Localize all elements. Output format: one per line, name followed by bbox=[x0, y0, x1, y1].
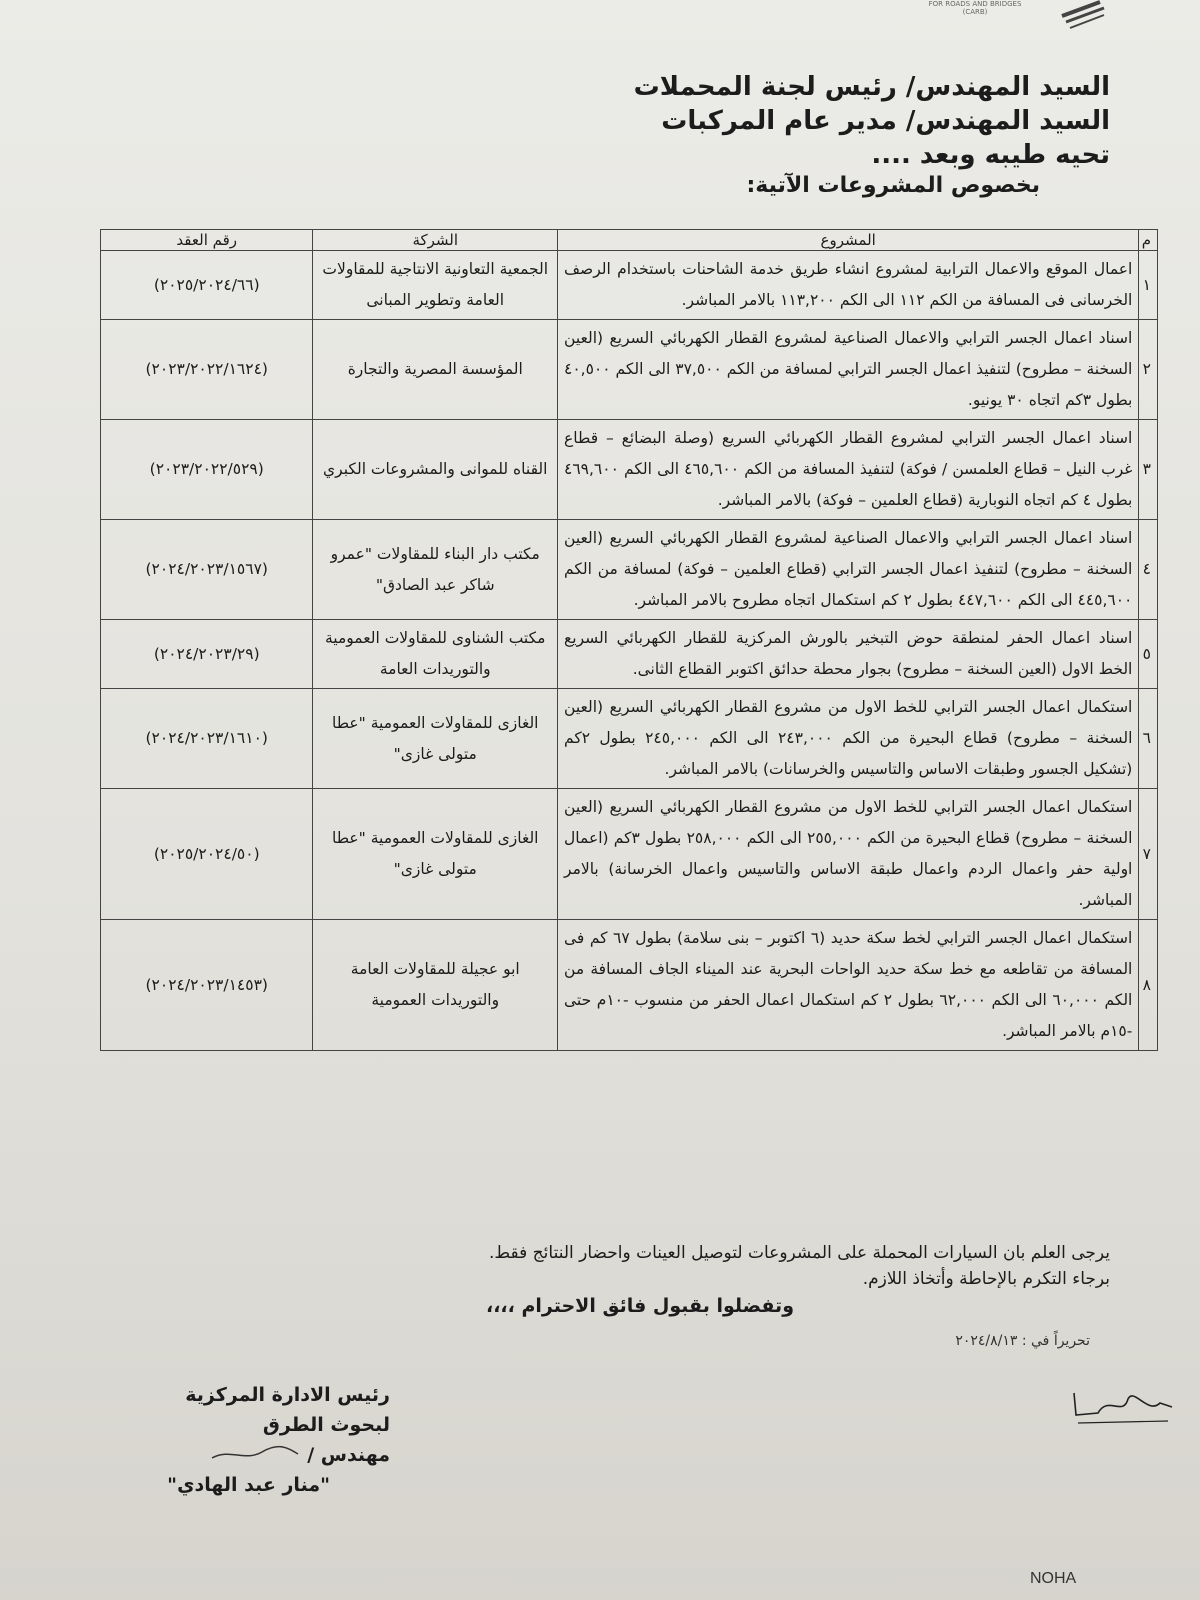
row-number: ٢ bbox=[1139, 320, 1158, 420]
greeting: تحيه طيبه وبعد .... bbox=[871, 140, 1110, 170]
contract-number: (٢٠٢٣/٢٠٢٢/١٦٢٤) bbox=[101, 320, 313, 420]
project-description: اسناد اعمال الجسر الترابي والاعمال الصناعية لمشروع القطار الكهربائي السريع (العين السخنة – مطروح) لتنفيذ اعمال الجسر الترابي (قطاع العلمين – فوكة) لمسافة من الكم ٤٤٥,٦٠٠ الى الكم ٤٤٧,٦٠٠ بطول ٢ كم استكمال اتجاه مطروح بالامر المباشر. bbox=[558, 520, 1139, 620]
table-row bbox=[101, 620, 1158, 689]
company-name: المؤسسة المصرية والتجارة bbox=[313, 320, 558, 420]
signature-icon bbox=[210, 1444, 300, 1464]
organization-logo-icon bbox=[1060, 0, 1106, 30]
header-num: م bbox=[1139, 230, 1158, 251]
contract-number: (٢٠٢٣/٢٠٢٢/٥٢٩) bbox=[101, 420, 313, 520]
table-row bbox=[101, 789, 1158, 920]
company-name: مكتب الشناوى للمقاولات العمومية والتوريدات العامة bbox=[313, 620, 558, 689]
company-name: الغازى للمقاولات العمومية "عطا متولى غازى" bbox=[313, 689, 558, 789]
row-number: ٤ bbox=[1139, 520, 1158, 620]
row-number: ٥ bbox=[1139, 620, 1158, 689]
project-description: اسناد اعمال الجسر الترابي لمشروع القطار الكهربائي السريع (وصلة البضائع – قطاع غرب النيل – قطاع العلمسن / فوكة) لتنفيذ المسافة من الكم ٤٦٥,٦٠٠ الى الكم ٤٦٩,٦٠٠ بطول ٤ كم اتجاه النوبارية (قطاع العلمين – فوكة) بالامر المباشر. bbox=[558, 420, 1139, 520]
project-description: اسناد اعمال الحفر لمنطقة حوض التبخير بالورش المركزية للقطار الكهربائي السريع الخط الاول (العين السخنة – مطروح) بجوار محطة حدائق اكتوبر القطاع الثانى. bbox=[558, 620, 1139, 689]
company-name: الغازى للمقاولات العمومية "عطا متولى غازى" bbox=[313, 789, 558, 920]
project-description: استكمال اعمال الجسر الترابي لخط سكة حديد (٦ اكتوبر – بنى سلامة) بطول ٦٧ كم فى المسافة من تقاطعه مع خط سكة حديد الواحات البحرية عند الميناء الجاف المسافة من الكم ٦٠,٠٠٠ الى الكم ٦٢,٠٠٠ بطول ٢ كم استكمال اعمال الحفر من منسوب -١٠م حتى -١٥م بالامر المباشر. bbox=[558, 920, 1139, 1051]
project-description: اعمال الموقع والاعمال الترابية لمشروع انشاء طريق خدمة الشاحنات باستخدام الرصف الخرسانى فى المسافة من الكم ١١٢ الى الكم ١١٣,٢٠٠ بالامر المباشر. bbox=[558, 251, 1139, 320]
header-project: المشروع bbox=[558, 230, 1139, 251]
signatory-block bbox=[150, 1380, 390, 1500]
contract-number: (٢٠٢٥/٢٠٢٤/٥٠) bbox=[101, 789, 313, 920]
issue-date: تحريراً في : ٢٠٢٤/٨/١٣ bbox=[955, 1333, 1090, 1349]
project-description: اسناد اعمال الجسر الترابي والاعمال الصناعية لمشروع القطار الكهربائي السريع (العين السخنة – مطروح) لتنفيذ اعمال الجسر الترابي لمسافة من الكم ٣٧,٥٠٠ الى الكم ٤٠,٥٠٠ بطول ٣كم اتجاه ٣٠ يونيو. bbox=[558, 320, 1139, 420]
company-name: مكتب دار البناء للمقاولات "عمرو شاكر عبد الصادق" bbox=[313, 520, 558, 620]
row-number: ٣ bbox=[1139, 420, 1158, 520]
row-number: ٦ bbox=[1139, 689, 1158, 789]
signatory-role: مهندس / bbox=[307, 1444, 390, 1466]
addressee-line-1: السيد المهندس/ رئيس لجنة المحملات bbox=[633, 72, 1110, 102]
closing-notes bbox=[210, 1240, 1110, 1292]
table-row bbox=[101, 520, 1158, 620]
closing-note: يرجى العلم بان السيارات المحملة على المشروعات لتوصيل العينات واحضار النتائج فقط. bbox=[489, 1243, 1110, 1263]
company-name: ابو عجيلة للمقاولات العامة والتوريدات العمومية bbox=[313, 920, 558, 1051]
contract-number: (٢٠٢٤/٢٠٢٣/١٦١٠) bbox=[101, 689, 313, 789]
row-number: ٨ bbox=[1139, 920, 1158, 1051]
project-description: استكمال اعمال الجسر الترابي للخط الاول من مشروع القطار الكهربائي السريع (العين السخنة – مطروح) قطاع البحيرة من الكم ٢٤٣,٠٠٠ الى الكم ٢٤٥,٠٠٠ بطول ٢كم (تشكيل الجسور وطبقات الاساس والتاسيس والخرسانات) بالامر المباشر. bbox=[558, 689, 1139, 789]
table-row bbox=[101, 689, 1158, 789]
contract-number: (٢٠٢٤/٢٠٢٣/٢٩) bbox=[101, 620, 313, 689]
addressee-line-2: السيد المهندس/ مدير عام المركبات bbox=[661, 106, 1110, 136]
contract-number: (٢٠٢٤/٢٠٢٣/١٥٦٧) bbox=[101, 520, 313, 620]
company-name: القناه للموانى والمشروعات الكبري bbox=[313, 420, 558, 520]
table-row bbox=[101, 420, 1158, 520]
table-header-row bbox=[101, 230, 1158, 251]
letterhead-abbr: (CARB) bbox=[962, 8, 988, 16]
contract-number: (٢٠٢٤/٢٠٢٣/١٤٥٣) bbox=[101, 920, 313, 1051]
addressee-block bbox=[510, 70, 1110, 203]
table-row bbox=[101, 251, 1158, 320]
closing-regards: وتفضلوا بقبول فائق الاحترام ،،،، bbox=[485, 1295, 795, 1317]
company-name: الجمعية التعاونية الانتاجية للمقاولات العامة وتطوير المبانى bbox=[313, 251, 558, 320]
table-row bbox=[101, 920, 1158, 1051]
projects-table bbox=[100, 229, 1158, 1051]
signatory-title-2: لبحوث الطرق bbox=[262, 1414, 390, 1436]
closing-request: برجاء التكرم بالإحاطة وأتخاذ اللازم. bbox=[862, 1269, 1110, 1289]
row-number: ٧ bbox=[1139, 789, 1158, 920]
header-company: الشركة bbox=[313, 230, 558, 251]
signatory-name: "منار عبد الهادي" bbox=[167, 1474, 330, 1496]
header-contract: رقم العقد bbox=[101, 230, 313, 251]
footer-name: NOHA bbox=[1030, 1570, 1077, 1587]
letterhead bbox=[900, 0, 1050, 24]
signatory-title-1: رئيس الادارة المركزية bbox=[185, 1384, 390, 1406]
letterhead-text: FOR ROADS AND BRIDGES bbox=[928, 0, 1022, 8]
table-row bbox=[101, 320, 1158, 420]
subject-line: بخصوص المشروعات الآتية: bbox=[746, 173, 1040, 198]
handwritten-initials-icon bbox=[1068, 1385, 1178, 1430]
contract-number: (٢٠٢٥/٢٠٢٤/٦٦) bbox=[101, 251, 313, 320]
row-number: ١ bbox=[1139, 251, 1158, 320]
project-description: استكمال اعمال الجسر الترابي للخط الاول من مشروع القطار الكهربائي السريع (العين السخنة – مطروح) قطاع البحيرة من الكم ٢٥٥,٠٠٠ الى الكم ٢٥٨,٠٠٠ بطول ٣كم (اعمال اولية حفر واعمال الردم واعمال طبقة الاساس والتاسيس واعمال الخرسانة) بالامر المباشر. bbox=[558, 789, 1139, 920]
